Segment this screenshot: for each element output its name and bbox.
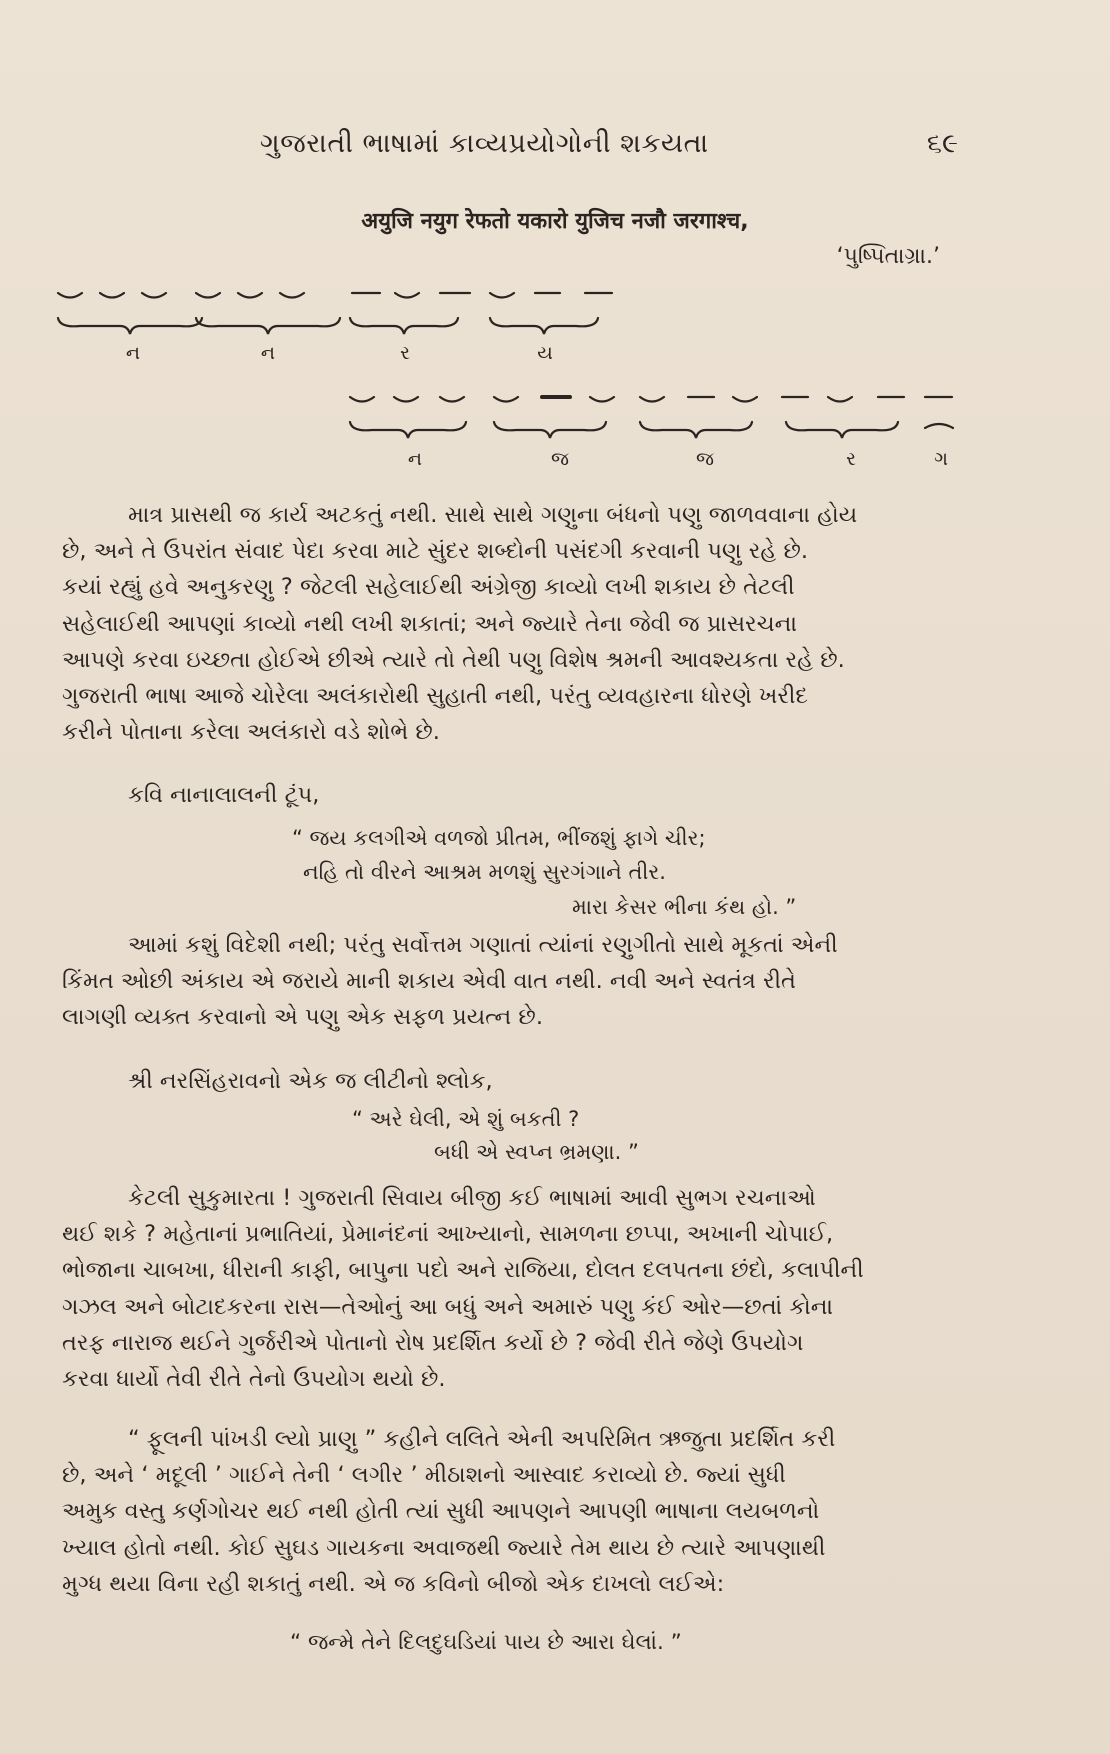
- gana-label: ગ: [934, 448, 948, 470]
- gana-bracket: [58, 318, 202, 334]
- gana-label: ન: [260, 342, 276, 364]
- text-line: કયાં રહ્યું હવે અનુકરણુ ? જેટલી સહેલાઈથી અંગ્રેજી કાવ્યો લખી શકાય છે તેટલી: [62, 574, 795, 601]
- text-line: ભોજાના ચાબખા, ધીરાની કાફી, બાપુના પદો અને રાજિયા, દોલત દલપતના છંદો, કલાપીની: [62, 1257, 864, 1284]
- text-line: કિંમત ઓછી અંકાય એ જરાયે માની શકાય એવી વાત નથી. નવી અને સ્વતંત્ર રીતે: [62, 968, 796, 995]
- gana-bracket: [490, 318, 598, 334]
- text-line: તરફ નારાજ થઈને ગુર્જરીએ પોતાનો રોષ પ્રદર્શિત કર્યો છે ? જેવી રીતે જેણે ઉપયોગ: [62, 1329, 804, 1356]
- short-syllable-mark: [490, 293, 514, 298]
- verse-line: બધી એ સ્વપ્ન ભ્રમણા. ”: [434, 1140, 639, 1164]
- text-line: છે, અને તે ઉપરાંત સંવાદ પેદા કરવા માટે સુંદર શબ્દોની પસંદગી કરવાની પણુ રહે છે.: [62, 538, 809, 565]
- short-syllable-mark: [733, 397, 757, 402]
- scansion-marks: [0, 0, 1110, 480]
- paragraph-4: [62, 1421, 962, 1602]
- short-syllable-mark: [350, 397, 374, 402]
- text-line: લાગણી વ્યક્ત કરવાનો એ પણુ એક સફળ પ્રયત્ન છે.: [62, 1004, 543, 1031]
- short-syllable-mark: [280, 293, 304, 298]
- text-line: કરીને પોતાના કરેલા અલંકારો વડે શોભે છે.: [62, 719, 440, 746]
- text-line: ગુજરાતી ભાષા આજે ચોરેલા અલંકારોથી સુહાતી નથી, પરંતુ વ્યવહારના ધોરણે ખરીદ: [62, 683, 808, 710]
- short-syllable-mark: [828, 397, 852, 402]
- text-line: આમાં કશું વિદેશી નથી; પરંતુ સર્વોત્તમ ગણાતાં ત્યાંનાં રણુગીતો સાથે મૂકતાં એની: [128, 932, 838, 958]
- text-line: કેટલી સુકુમારતા ! ગુજરાતી સિવાય બીજી કઈ ભાષામાં આવી સુભગ રચનાઓ: [128, 1185, 816, 1211]
- short-syllable-mark: [494, 397, 518, 402]
- verse-line: “ જય કલગીએ વળજો પ્રીતમ, ભીંજશું ફાગે ચીર;: [292, 826, 706, 850]
- gana-label: જ: [696, 448, 714, 470]
- short-syllable-mark: [394, 397, 418, 402]
- short-syllable-mark: [100, 293, 124, 298]
- paragraph-3: [62, 1180, 962, 1397]
- quote-intro-narsinhrao: શ્રી નરસિંહરાવનો એક જ લીટીનો શ્લોક,: [128, 1068, 493, 1094]
- sanskrit-meter-rule: अयुजि नयुग रेफतो यकारो युजिच नजौ जरगाश्च,: [361, 209, 749, 234]
- gana-label: ય: [537, 342, 553, 364]
- text-line: ખ્યાલ હોતો નથી. કોઈ સુઘડ ગાયકના અવાજથી જ્યારે તેમ થાય છે ત્યારે આપણાથી: [62, 1534, 826, 1561]
- text-line: ગઝલ અને બોટાદકરના રાસ—તેઓનું આ બધું અને અમારું પણુ કંઈ ઓર—છતાં કોના: [62, 1293, 834, 1320]
- verse-line: નહિ તો વીરને આશ્રમ મળશું સુરગંગાને તીર.: [303, 860, 666, 884]
- quote-intro-nanalal: કવિ નાનાલાલની ટૂંપ,: [128, 782, 320, 808]
- page-number: ૬૯: [926, 128, 958, 159]
- short-syllable-mark: [58, 293, 82, 298]
- gana-label: જ: [551, 448, 569, 470]
- meter-name: ‘પુષ્પિતાગ્રા.’: [836, 244, 940, 269]
- short-syllable-mark: [590, 397, 614, 402]
- gana-bracket: [640, 422, 752, 438]
- gana-bracket: [350, 318, 458, 334]
- gana-bracket: [494, 422, 606, 438]
- text-line: કરવા ધાર્યો તેવી રીતે તેનો ઉપયોગ થયો છે.: [62, 1366, 446, 1393]
- verse-line: મારા કેસર ભીના કંથ હો. ”: [572, 895, 797, 919]
- gana-bracket: [350, 422, 466, 438]
- gana-label: ર: [400, 342, 410, 364]
- gana-label: ન: [407, 448, 423, 470]
- closing-quote: “ જન્મે તેને દિલદુઘડિયાં પાય છે આરા ઘેલાં. ”: [290, 1630, 682, 1655]
- text-line: આપણે કરવા ઇચ્છતા હોઈએ છીએ ત્યારે તો તેથી પણુ વિશેષ શ્રમની આવશ્યકતા રહે છે.: [62, 646, 845, 673]
- short-syllable-mark: [238, 293, 262, 298]
- short-syllable-mark: [142, 293, 166, 298]
- short-syllable-mark: [640, 397, 664, 402]
- paragraph-2: [62, 927, 962, 1036]
- text-line: માત્ર પ્રાસથી જ કાર્ય અટકતું નથી. સાથે સાથે ગણુના બંધનો પણુ જાળવવાના હોય: [128, 502, 858, 528]
- gana-label: ર: [846, 448, 856, 470]
- gana-bracket: [786, 422, 898, 438]
- text-line: સહેલાઈથી આપણાં કાવ્યો નથી લખી શકાતાં; અને જ્યારે તેના જેવી જ પ્રાસરચના: [62, 610, 797, 637]
- text-line: થઈ શકે ? મહેતાનાં પ્રભાતિયાં, પ્રેમાનંદનાં આખ્યાનો, સામળના છપ્પા, અખાની ચોપાઈ,: [62, 1221, 834, 1248]
- gana-bracket: [196, 318, 340, 334]
- paragraph-1: [62, 497, 962, 750]
- text-line: અમુક વસ્તુ કર્ણગોચર થઈ નથી હોતી ત્યાં સુધી આપણને આપણી ભાષાના લયબળનો: [62, 1498, 820, 1525]
- running-title: ગુજરાતી ભાષામાં કાવ્યપ્રયોગોની શકયતા: [260, 128, 709, 159]
- short-syllable-mark: [395, 293, 419, 298]
- text-line: છે, અને ‘ મદૂલી ’ ગાઈને તેની ‘ લગીર ’ મીઠાશનો આસ્વાદ કરાવ્યો છે. જ્યાં સુધી: [62, 1462, 786, 1489]
- gana-label: ન: [125, 342, 141, 364]
- verse-line: “ અરે ઘેલી, એ શું બકતી ?: [352, 1107, 580, 1131]
- text-line: “ ફૂલની પાંખડી લ્યો પ્રાણુ ” કહીને લલિતે એની અપરિમિત ઋજુતા પ્રદર્શિત કરી: [128, 1426, 836, 1452]
- short-syllable-mark: [196, 293, 220, 298]
- gana-bracket: [925, 424, 953, 428]
- short-syllable-mark: [440, 397, 464, 402]
- text-line: મુગ્ધ થયા વિના રહી શકાતું નથી. એ જ કવિનો બીજો એક દાખલો લઈએ:: [62, 1570, 725, 1597]
